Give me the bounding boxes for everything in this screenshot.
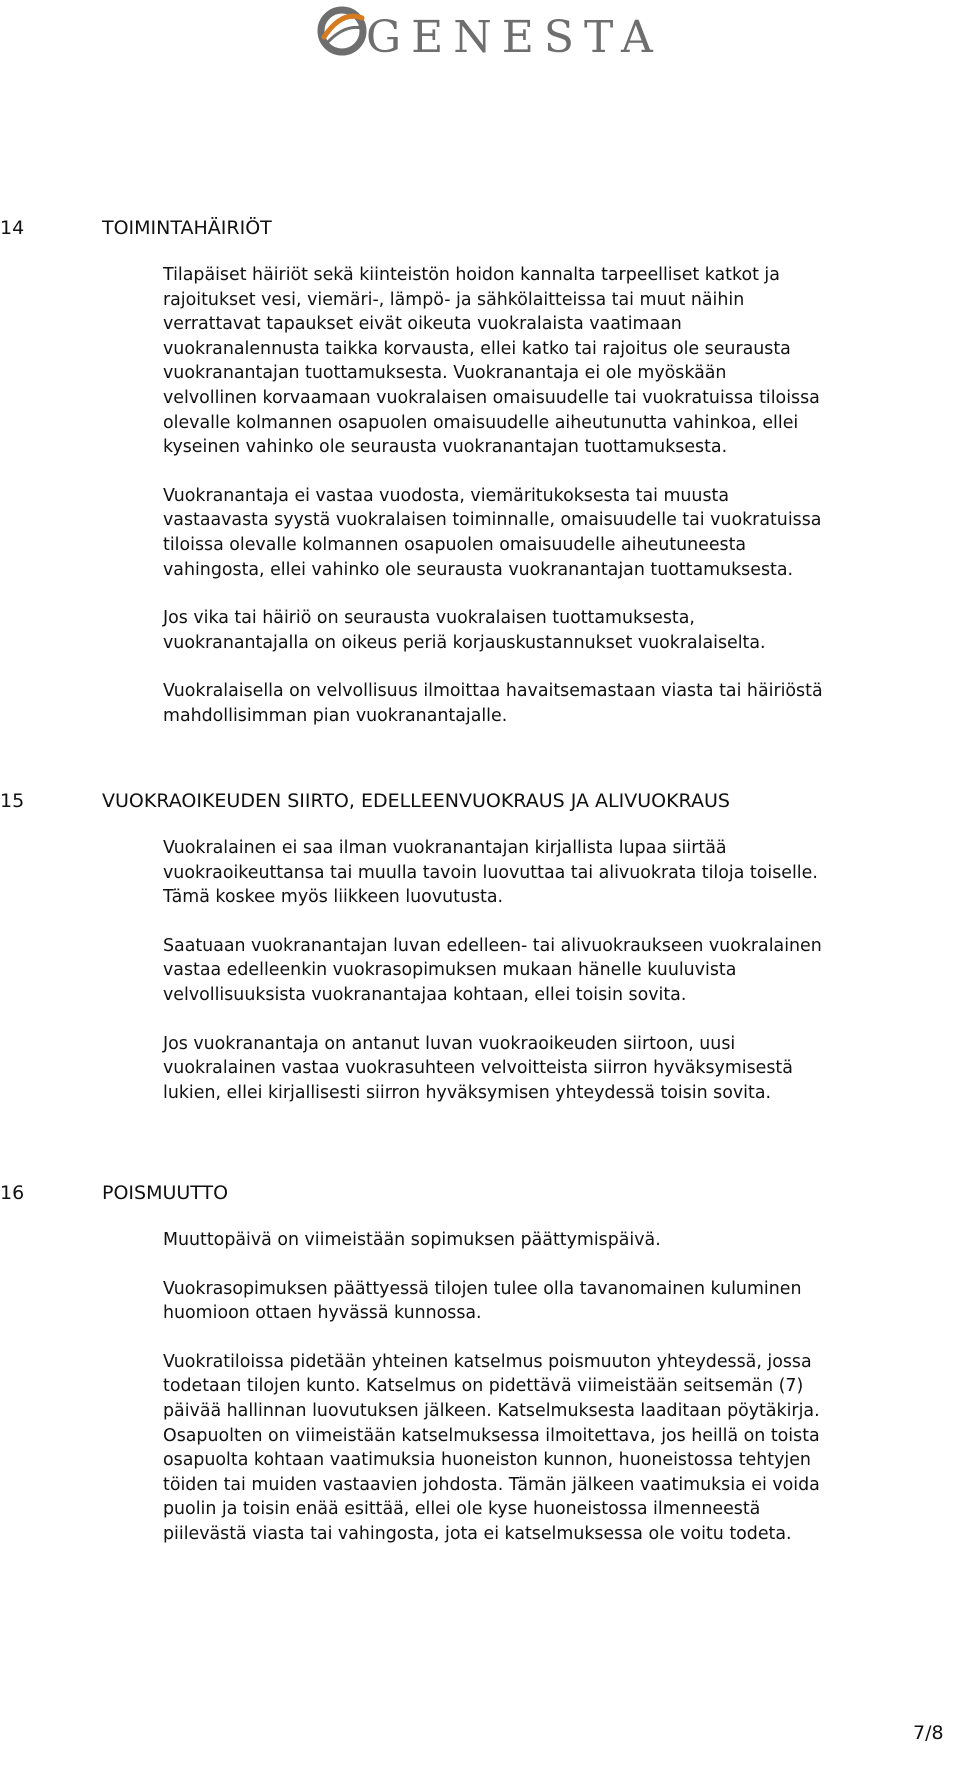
text-line: vuokranantajalla on oikeus periä korjauskustannukset vuokralaiselta. [163, 632, 766, 653]
section-number: 15 [0, 790, 25, 812]
paragraph [163, 1350, 953, 1547]
logo-emblem-icon [321, 10, 363, 52]
text-line: mahdollisimman pian vuokranantajalle. [163, 705, 508, 726]
text-line: töiden tai muiden vastaavien johdosta. Tämän jälkeen vaatimuksia ei voida [163, 1474, 820, 1495]
paragraph [163, 679, 953, 728]
text-line: todetaan tilojen kunto. Katselmus on pidettävä viimeistään seitsemän (7) [163, 1376, 804, 1397]
genesta-logo-graphic [312, 2, 700, 60]
paragraph [163, 484, 953, 582]
paragraph [163, 1228, 953, 1253]
section-title: VUOKRAOIKEUDEN SIIRTO, EDELLEENVUOKRAUS JA ALIVUOKRAUS [102, 790, 730, 812]
section-title: TOIMINTAHÄIRIÖT [102, 217, 272, 239]
text-line: velvollisuuksista vuokranantajaa kohtaan, ellei toisin sovita. [163, 984, 687, 1005]
text-line: osapuolta kohtaan vaatimuksia huoneiston kunnon, huoneistossa tehtyjen [163, 1450, 811, 1471]
section-body [163, 1228, 953, 1571]
text-line: Jos vuokranantaja on antanut luvan vuokraoikeuden siirtoon, uusi [163, 1033, 736, 1054]
paragraph [163, 934, 953, 1008]
text-line: velvollinen korvaamaan vuokralaisen omaisuudelle tai vuokratuissa tiloissa [163, 387, 820, 408]
text-line: puolin ja toisin enää esittää, ellei ole kyse huoneistossa ilmenneestä [163, 1499, 761, 1520]
text-line: huomioon ottaen hyvässä kunnossa. [163, 1303, 482, 1324]
paragraph [163, 263, 953, 460]
section-title: POISMUUTTO [102, 1182, 229, 1204]
text-line: Muuttopäivä on viimeistään sopimuksen päättymispäivä. [163, 1230, 661, 1250]
text-line: Tilapäiset häiriöt sekä kiinteistön hoidon kannalta tarpeelliset katkot ja [163, 265, 780, 285]
page-number: 7/8 [913, 1722, 944, 1744]
text-line: Vuokralaisella on velvollisuus ilmoittaa havaitsemastaan viasta tai häiriöstä [163, 681, 823, 702]
section-number: 16 [0, 1182, 25, 1204]
text-line: vastaa edelleenkin vuokrasopimuksen mukaan hänelle kuuluvista [163, 960, 737, 981]
text-line: päivää hallinnan luovutuksen jälkeen. Katselmuksesta laaditaan pöytäkirja. [163, 1400, 820, 1421]
text-line: Vuokranantaja ei vastaa vuodosta, viemäritukoksesta tai muusta [163, 485, 729, 506]
section-body [163, 836, 953, 1129]
text-line: Vuokrasopimuksen päättyessä tilojen tulee olla tavanomainen kuluminen [163, 1278, 802, 1299]
text-line: Osapuolten on viimeistään katselmuksessa ilmoitettava, jos heillä on toista [163, 1425, 820, 1446]
paragraph [163, 1277, 953, 1326]
text-line: tiloissa olevalle kolmannen osapuolen omaisuudelle aiheutuneesta [163, 534, 747, 555]
text-line: verrattavat tapaukset eivät oikeuta vuokralaista vaatimaan [163, 314, 682, 335]
text-line: Vuokratiloissa pidetään yhteinen katselmus poismuuton yhteydessä, jossa [163, 1351, 812, 1372]
text-line: Vuokralainen ei saa ilman vuokranantajan kirjallista lupaa siirtää [163, 838, 727, 858]
text-line: Tämä koskee myös liikkeen luovutusta. [163, 887, 504, 908]
text-line: vuokralainen vastaa vuokrasuhteen velvoitteista siirron hyväksymisestä [163, 1058, 793, 1079]
company-logo [312, 2, 700, 60]
logo-wordmark: GENESTA [366, 12, 663, 60]
text-line: Saatuaan vuokranantajan luvan edelleen- tai alivuokraukseen vuokralainen [163, 935, 822, 956]
text-line: vastaavasta syystä vuokralaisen toiminnalle, omaisuudelle tai vuokratuissa [163, 510, 822, 531]
text-line: vahingosta, ellei vahinko ole seurausta vuokranantajan tuottamuksesta. [163, 559, 794, 580]
text-line: kyseinen vahinko ole seurausta vuokranantajan tuottamuksesta. [163, 437, 728, 458]
text-line: vuokraoikeuttansa tai muulla tavoin luovuttaa tai alivuokrata tiloja toiselle. [163, 862, 818, 883]
text-line: piilevästä viasta tai vahingosta, jota ei katselmuksessa ole voitu todeta. [163, 1523, 792, 1544]
text-line: vuokranalennusta taikka korvausta, ellei katko tai rajoitus ole seurausta [163, 338, 791, 359]
text-line: olevalle kolmannen osapuolen omaisuudelle aiheutunutta vahinkoa, ellei [163, 412, 799, 433]
section-body [163, 263, 953, 753]
text-line: lukien, ellei kirjallisesti siirron hyväksymisen yhteydessä toisin sovita. [163, 1082, 772, 1103]
text-line: Jos vika tai häiriö on seurausta vuokralaisen tuottamuksesta, [163, 608, 695, 629]
paragraph [163, 836, 953, 910]
text-line: vuokranantajan tuottamuksesta. Vuokranantaja ei ole myöskään [163, 363, 727, 384]
paragraph [163, 606, 953, 655]
section-number: 14 [0, 217, 25, 239]
text-line: rajoitukset vesi, viemäri-, lämpö- ja sähkölaitteissa tai muut näihin [163, 289, 745, 310]
paragraph [163, 1032, 953, 1106]
